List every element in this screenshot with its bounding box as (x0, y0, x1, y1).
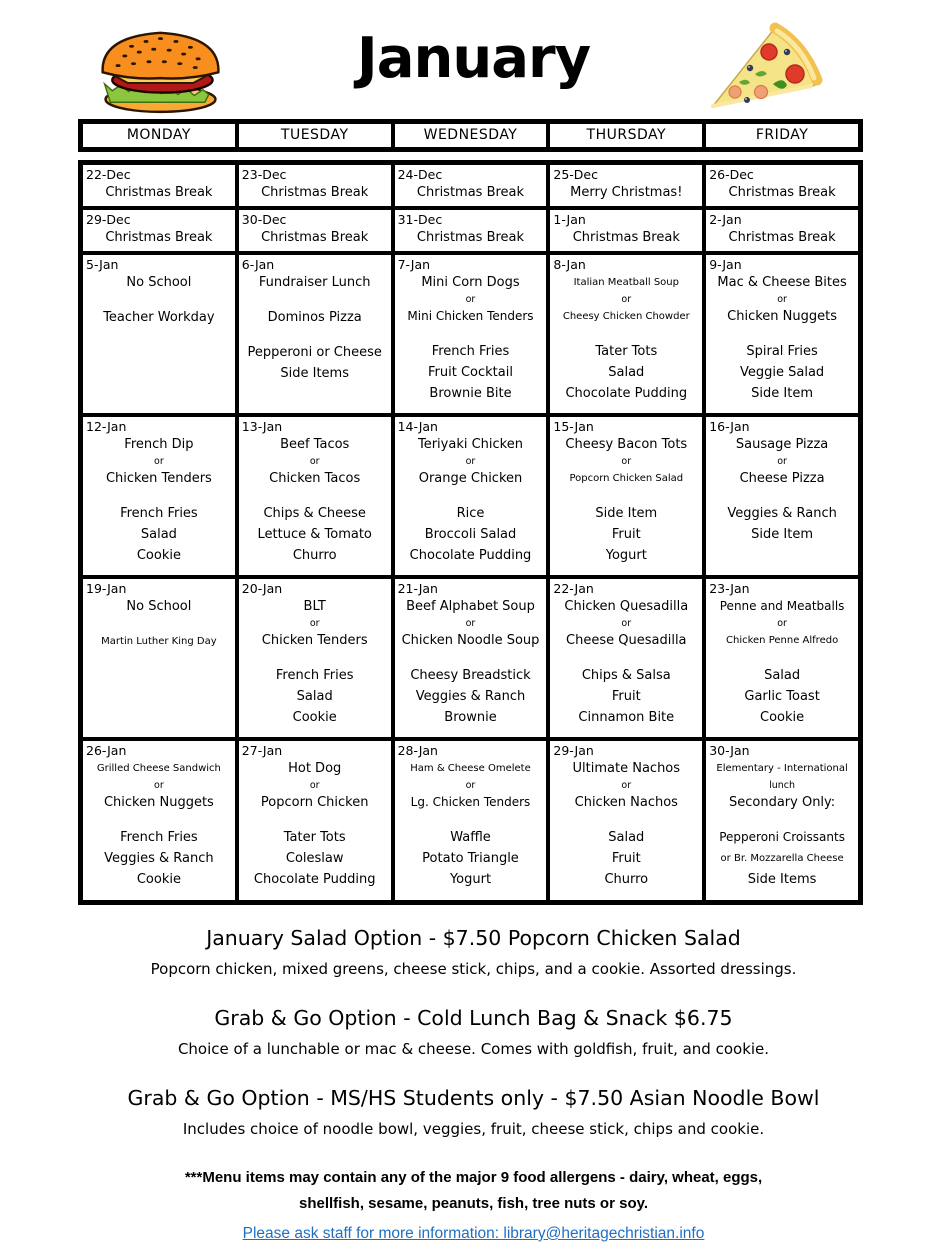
menu-line: Ultimate Nachos (572, 761, 681, 776)
blank-line (550, 813, 702, 827)
calendar-cell-13-jan (237, 415, 393, 577)
menu-line: Broccoli Salad (424, 527, 517, 542)
menu-line: Rice (456, 506, 485, 521)
menu-line: Tater Tots (283, 830, 346, 845)
blank-line (83, 617, 235, 631)
menu-line: Side Item (595, 506, 658, 521)
blank-line (395, 651, 547, 665)
menu-line: or (154, 456, 164, 467)
page-header (0, 0, 947, 119)
cell-date: 26-Jan (86, 743, 127, 758)
menu-line: or (465, 294, 476, 305)
salad-option-detail: Popcorn chicken, mixed greens, cheese stick, chips, and a cookie. Assorted dressings. (150, 960, 797, 978)
menu-line: Garlic Toast (744, 689, 820, 704)
menu-line: Brownie (444, 710, 497, 725)
blank-line (395, 327, 547, 341)
menu-line: Fruit Cocktail (428, 365, 513, 380)
blank-line (239, 651, 391, 665)
menu-line: Beef Alphabet Soup (406, 599, 535, 614)
menu-line: or (309, 780, 320, 791)
menu-line: Chicken Penne Alfredo (726, 635, 839, 646)
menu-line: Cheesy Bacon Tots (565, 437, 688, 452)
menu-line: Fruit (611, 689, 641, 704)
menu-line: Salad (296, 689, 333, 704)
menu-line: or (465, 780, 476, 791)
calendar-cell-30-jan (704, 739, 860, 902)
menu-line: Martin Luther King Day (101, 636, 217, 647)
cell-date: 20-Jan (241, 581, 283, 596)
menu-line: Fruit (611, 527, 641, 542)
menu-line: or (621, 456, 632, 467)
menu-line: Salad (764, 668, 801, 683)
cell-date: 14-Jan (397, 419, 438, 434)
allergen-notice (0, 1165, 947, 1217)
menu-line: Potato Triangle (422, 851, 519, 866)
cell-date: 7-Jan (397, 257, 431, 272)
blank-line (706, 651, 858, 665)
blank-line (550, 327, 702, 341)
menu-line: Cheesy Breadstick (410, 668, 531, 683)
cell-date: 28-Jan (397, 743, 438, 758)
blank-line (706, 813, 858, 827)
menu-line: Chips & Cheese (263, 506, 366, 521)
menu-line: Side Item (751, 386, 814, 401)
menu-line: or (309, 456, 320, 467)
calendar-cell-9-jan (704, 253, 860, 415)
calendar-cell-23-dec (237, 163, 393, 208)
menu-line: Cookie (136, 872, 181, 887)
menu-line: Veggies & Ranch (104, 851, 214, 866)
cell-date: 30-Dec (241, 212, 287, 227)
blank-line (239, 813, 391, 827)
menu-line: Penne and Meatballs (719, 599, 845, 613)
menu-line: Tater Tots (595, 344, 658, 359)
blank-line (706, 489, 858, 503)
menu-line: Lettuce & Tomato (257, 527, 372, 542)
blank-line (395, 489, 547, 503)
grab-go-cold-lunch-section (0, 1005, 947, 1059)
calendar-cell-1-jan (548, 208, 704, 253)
menu-line: No School (126, 275, 192, 290)
menu-line: Lg. Chicken Tenders (410, 795, 531, 809)
calendar-grid (78, 160, 863, 905)
allergen-line-1: ***Menu items may contain any of the major 9 food allergens - dairy, wheat, eggs, (184, 1169, 763, 1186)
blank-line (239, 328, 391, 342)
menu-line: Mac & Cheese Bites (717, 275, 847, 290)
menu-line: Christmas Break (572, 230, 680, 245)
cell-date: 26-Dec (709, 167, 754, 182)
menu-line: or (777, 294, 787, 305)
calendar-cell-12-jan (81, 415, 237, 577)
menu-line: or (465, 456, 476, 467)
menu-line: or (777, 456, 787, 467)
cell-date: 24-Dec (397, 167, 443, 182)
menu-line: Christmas Break (261, 185, 369, 200)
menu-line: Chocolate Pudding (409, 548, 532, 563)
blank-line (83, 489, 235, 503)
calendar-cell-14-jan (393, 415, 549, 577)
menu-line: Cookie (760, 710, 805, 725)
menu-line: Chocolate Pudding (565, 386, 688, 401)
menu-line: Chicken Nuggets (103, 795, 214, 810)
cell-date: 19-Jan (86, 581, 127, 596)
cell-date: 30-Jan (709, 743, 750, 758)
calendar-cell-28-jan (393, 739, 549, 902)
menu-line: or (621, 618, 632, 629)
menu-line: BLT (303, 599, 326, 614)
menu-line: Popcorn Chicken Salad (569, 473, 684, 484)
cell-date: 31-Dec (397, 212, 443, 227)
menu-line: Chicken Tenders (105, 471, 212, 486)
menu-line: Cookie (136, 548, 181, 563)
calendar-cell-5-jan (81, 253, 237, 415)
calendar-cell-7-jan (393, 253, 549, 415)
menu-line: Cheese Pizza (739, 471, 825, 486)
menu-line: French Fries (431, 344, 510, 359)
weekday-header-thursday: THURSDAY (548, 122, 704, 149)
cell-date: 15-Jan (553, 419, 594, 434)
menu-line: Chicken Tenders (261, 633, 368, 648)
menu-line: Secondary Only: (728, 795, 836, 810)
calendar-cell-26-jan (81, 739, 237, 902)
menu-line: or (309, 618, 320, 629)
calendar-cell-15-jan (548, 415, 704, 577)
menu-line: Cheesy Chicken Chowder (562, 311, 690, 322)
menu-line: Christmas Break (261, 230, 369, 245)
menu-line: or (465, 618, 476, 629)
blank-line (83, 293, 235, 307)
blank-line (706, 327, 858, 341)
menu-line: Salad (608, 365, 645, 380)
cell-date: 13-Jan (241, 419, 283, 434)
menu-line: Brownie Bite (429, 386, 512, 401)
menu-line: Christmas Break (728, 185, 836, 200)
menu-line: Salad (608, 830, 645, 845)
menu-line: Orange Chicken (418, 471, 523, 486)
menu-line: Teriyaki Chicken (417, 437, 523, 452)
page-title: January (356, 26, 591, 91)
menu-line: Chicken Nuggets (727, 309, 838, 324)
calendar-cell-29-jan (548, 739, 704, 902)
cell-date: 5-Jan (86, 257, 119, 272)
menu-line: Cheese Quesadilla (566, 633, 687, 648)
calendar-cell-6-jan (237, 253, 393, 415)
menu-line: or (621, 294, 632, 305)
cell-date: 1-Jan (553, 212, 586, 227)
cell-date: 16-Jan (709, 419, 750, 434)
blank-line (239, 489, 391, 503)
footer (0, 925, 947, 1243)
menu-line: Veggie Salad (740, 365, 825, 380)
blank-line (83, 813, 235, 827)
blank-line (550, 489, 702, 503)
allergen-line-2: shellfish, sesame, peanuts, fish, tree nuts or soy. (299, 1195, 648, 1212)
cell-date: 6-Jan (241, 257, 275, 272)
menu-line: Elementary - International (716, 763, 848, 774)
weekday-header-wednesday: WEDNESDAY (393, 122, 549, 149)
menu-line: Veggies & Ranch (727, 506, 837, 521)
calendar-cell-31-dec (393, 208, 549, 253)
menu-line: Spiral Fries (746, 344, 818, 359)
menu-line: Christmas Break (416, 230, 525, 245)
calendar-cell-22-jan (548, 577, 704, 739)
menu-line: Christmas Break (105, 230, 213, 245)
blank-line (395, 813, 547, 827)
cell-date: 22-Dec (86, 167, 131, 182)
calendar-cell-2-jan (704, 208, 860, 253)
cell-date: 22-Jan (553, 581, 594, 596)
menu-line: Dominos Pizza (267, 310, 362, 325)
weekday-header-monday: MONDAY (81, 122, 237, 149)
contact-email-link[interactable]: Please ask staff for more information: library@heritagechristian.info (242, 1225, 705, 1242)
menu-line: No School (126, 599, 192, 614)
menu-line: lunch (769, 780, 796, 791)
menu-line: Side Item (751, 527, 814, 542)
cell-date: 8-Jan (553, 257, 586, 272)
menu-line: Mini Chicken Tenders (407, 309, 534, 323)
cell-date: 25-Dec (553, 167, 598, 182)
lunch-calendar (78, 119, 863, 905)
grab-go-cold-lunch-detail: Choice of a lunchable or mac & cheese. Comes with goldfish, fruit, and cookie. (177, 1040, 770, 1058)
menu-line: Fundraiser Lunch (258, 275, 371, 290)
menu-line: Yogurt (605, 548, 647, 563)
menu-line: French Fries (275, 668, 354, 683)
menu-line: Cinnamon Bite (578, 710, 675, 725)
calendar-cell-24-dec (393, 163, 549, 208)
salad-option-section (0, 925, 947, 979)
menu-line: Fruit (611, 851, 641, 866)
weekday-header-tuesday: TUESDAY (237, 122, 393, 149)
cell-date: 12-Jan (86, 419, 127, 434)
menu-line: or (154, 780, 164, 791)
menu-line: Popcorn Chicken (260, 795, 369, 810)
cell-date: 29-Dec (86, 212, 131, 227)
cell-date: 9-Jan (709, 257, 742, 272)
calendar-cell-20-jan (237, 577, 393, 739)
grab-go-noodle-bowl-detail: Includes choice of noodle bowl, veggies, fruit, cheese stick, chips and cookie. (182, 1120, 765, 1138)
menu-line: Cookie (292, 710, 337, 725)
menu-line: Grilled Cheese Sandwich (96, 763, 221, 774)
menu-line: Side Items (747, 872, 817, 887)
menu-line: Pepperoni or Cheese (247, 345, 382, 360)
menu-line: Hot Dog (288, 761, 342, 776)
calendar-cell-21-jan (393, 577, 549, 739)
menu-line: Chicken Quesadilla (564, 599, 689, 614)
menu-line: or (777, 618, 787, 629)
blank-line (239, 293, 391, 307)
calendar-cell-29-dec (81, 208, 237, 253)
menu-line: Sausage Pizza (735, 437, 829, 452)
calendar-cell-16-jan (704, 415, 860, 577)
menu-line: Christmas Break (416, 185, 525, 200)
menu-line: Christmas Break (105, 185, 213, 200)
salad-option-heading: January Salad Option - $7.50 Popcorn Chicken Salad (206, 926, 741, 950)
menu-line: Yogurt (449, 872, 492, 887)
menu-line: Veggies & Ranch (415, 689, 526, 704)
menu-line: Ham & Cheese Omelete (410, 763, 531, 774)
menu-line: Side Items (280, 366, 349, 381)
menu-line: French Dip (124, 437, 194, 452)
cell-date: 2-Jan (709, 212, 742, 227)
menu-line: Mini Corn Dogs (421, 275, 520, 290)
menu-line: Christmas Break (728, 230, 836, 245)
menu-line: Teacher Workday (103, 310, 215, 325)
cell-date: 27-Jan (241, 743, 283, 758)
menu-line: Chicken Tacos (269, 471, 361, 486)
menu-line: Chicken Noodle Soup (401, 633, 540, 648)
menu-line: Chocolate Pudding (253, 872, 376, 887)
calendar-cell-22-dec (81, 163, 237, 208)
menu-line: Salad (140, 527, 177, 542)
menu-line: Merry Christmas! (570, 185, 683, 200)
cell-date: 29-Jan (553, 743, 594, 758)
menu-line: Churro (604, 872, 649, 887)
menu-line: French Fries (120, 830, 198, 845)
calendar-cell-27-jan (237, 739, 393, 902)
menu-line: Chicken Nachos (574, 795, 678, 810)
menu-line: French Fries (120, 506, 198, 521)
menu-line: Pepperoni Croissants (719, 830, 845, 844)
weekday-header-friday: FRIDAY (704, 122, 860, 149)
menu-line: Waffle (450, 830, 491, 845)
calendar-cell-25-dec (548, 163, 704, 208)
menu-line: Churro (292, 548, 337, 563)
weekday-header-row (78, 119, 863, 152)
cell-date: 21-Jan (397, 581, 438, 596)
grab-go-noodle-bowl-heading: Grab & Go Option - MS/HS Students only - $7.50 Asian Noodle Bowl (127, 1086, 820, 1110)
menu-line: Coleslaw (285, 851, 344, 866)
grab-go-noodle-bowl-section (0, 1085, 947, 1139)
menu-line: Italian Meatball Soup (573, 277, 679, 288)
menu-line: Beef Tacos (280, 437, 350, 452)
calendar-cell-23-jan (704, 577, 860, 739)
menu-line: Chips & Salsa (581, 668, 671, 683)
menu-line: or (621, 780, 632, 791)
calendar-cell-19-jan (81, 577, 237, 739)
pizza-slice-icon (703, 22, 843, 116)
blank-line (550, 651, 702, 665)
menu-line: or Br. Mozzarella Cheese (720, 853, 844, 864)
cell-date: 23-Jan (709, 581, 750, 596)
calendar-cell-26-dec (704, 163, 860, 208)
cell-date: 23-Dec (241, 167, 287, 182)
grab-go-cold-lunch-heading: Grab & Go Option - Cold Lunch Bag & Snack $6.75 (214, 1006, 733, 1030)
calendar-cell-8-jan (548, 253, 704, 415)
calendar-cell-30-dec (237, 208, 393, 253)
